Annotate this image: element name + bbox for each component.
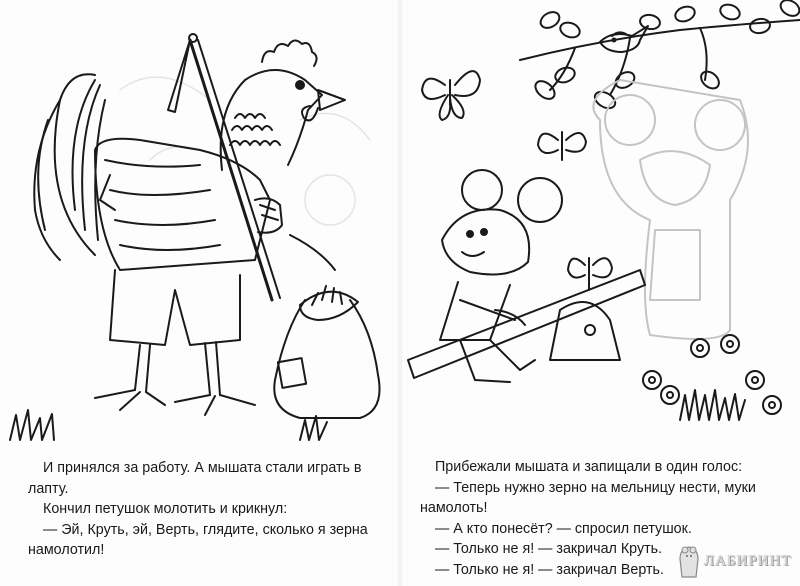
left-page-text [28, 458, 373, 561]
tree-branch [520, 0, 800, 112]
butterfly-seesaw [568, 258, 612, 290]
butterfly-top [422, 71, 480, 120]
watermark-text: ЛАБИРИНТ [704, 552, 792, 569]
right-line-3: — А кто понесёт? — спросил петушок. [435, 520, 692, 537]
rooster-head [262, 40, 345, 120]
right-line-1: Прибежали мышата и запищали в один голос: [435, 459, 743, 475]
rooster-legs [95, 270, 255, 415]
grass-left [10, 410, 327, 440]
flowers [643, 335, 781, 420]
right-line-4: — Только не я! — закричал Круть. [435, 541, 663, 558]
mice-illustration [400, 0, 800, 450]
left-paragraph-1: И принялся за работу. А мышата стали играть в лапту. [28, 460, 362, 497]
ghost-background-drawing [120, 77, 370, 225]
left-paragraph-3: — Эй, Круть, эй, Верть, глядите, сколько я зерна намолотил! [28, 521, 368, 559]
right-line-2: — Теперь нужно зерно на мельницу нести, муки намолоть! [420, 479, 756, 517]
ghost-mouse [593, 80, 748, 339]
rooster-illustration [0, 0, 400, 450]
butterfly-middle [538, 132, 586, 160]
labyrinth-mouse-icon [676, 543, 702, 579]
right-page [400, 0, 800, 586]
right-line-5: — Только не я! — закричал Верть. [435, 561, 664, 578]
rooster-body [95, 139, 270, 270]
mouse-left [440, 170, 562, 382]
seesaw [408, 270, 645, 378]
labyrinth-watermark [676, 541, 792, 581]
grain-sack [274, 286, 379, 418]
left-paragraph-2: Кончил петушок молотить и крикнул: [43, 501, 288, 518]
